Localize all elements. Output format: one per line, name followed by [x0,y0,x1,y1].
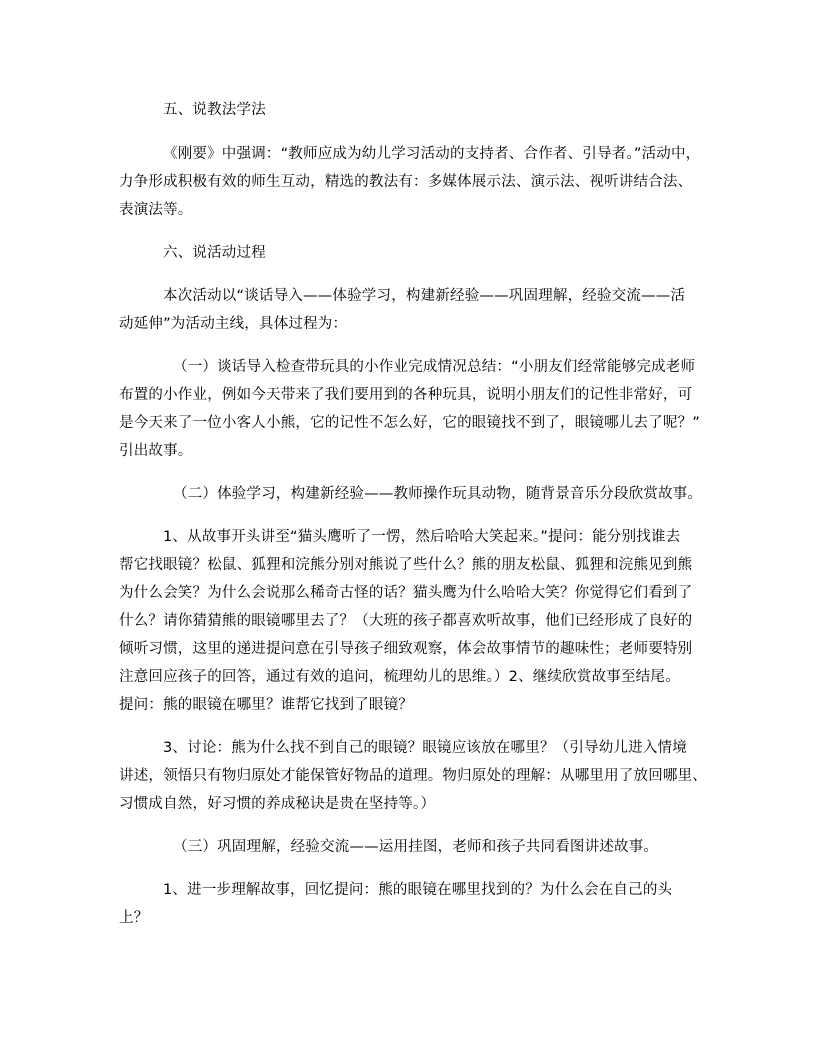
step2-p1-line-1: 1、从故事开头讲至“猫头鹰听了一愣，然后哈哈大笑起来。”提问：能分别找谁去 [163,529,681,545]
step2-p3-line-3: 习惯成自然，好习惯的养成秘诀是贵在坚持等。） [119,796,436,812]
step2-p1-line-2: 帮它找眼镜？松鼠、狐狸和浣熊分别对熊说了些什么？熊的朋友松鼠、狐狸和浣熊见到熊 [119,557,693,573]
step2-p1-line-6: 注意回应孩子的回答，通过有效的追问，梳理幼儿的思维。）2、继续欣赏故事至结尾。 [119,669,680,685]
intro-line-1: 本次活动以“谈话导入——体验学习，构建新经验——巩固理解，经验交流——活 [163,288,686,304]
section5-line-1: 《刚要》中强调：“教师应成为幼儿学习活动的支持者、合作者、引导者。”活动中， [163,146,701,162]
step1-line-1: （一）谈话导入检查带玩具的小作业完成情况总结：“小朋友们经常能够完成老师 [173,359,696,375]
step3-heading: （三）巩固理解，经验交流——运用挂图，老师和孩子共同看图讲述故事。 [173,839,659,855]
step3-p1-line-1: 1、进一步理解故事，回忆提问：熊的眼镜在哪里找到的？为什么会在自己的头 [163,882,673,898]
step2-p1-line-7: 提问：熊的眼镜在哪里？谁帮它找到了眼镜？ [119,697,413,713]
step2-heading: （二）体验学习，构建新经验——教师操作玩具动物，随背景音乐分段欣赏故事。 [173,486,703,502]
step1-line-2: 布置的小作业，例如今天带来了我们要用到的各种玩具，说明小朋友们的记性非常好，可 [119,387,693,403]
step2-p3-line-2: 讲述，领悟只有物归原处才能保管好物品的道理。物归原处的理解：从哪里用了放回哪里、 [119,768,707,784]
step1-line-3: 是今天来了一位小客人小熊，它的记性不怎么好，它的眼镜找不到了，眼镜哪儿去了呢？” [119,415,701,431]
section5-line-2: 力争形成积极有效的师生互动，精选的教法有：多媒体展示法、演示法、视听讲结合法、 [119,174,693,190]
step2-p1-line-3: 为什么会笑？为什么会说那么稀奇古怪的话？猫头鹰为什么哈哈大笑？你觉得它们看到了 [119,585,693,601]
step2-p1-line-5: 倾听习惯，这里的递进提问意在引导孩子细致观察，体会故事情节的趣味性；老师要特别 [119,641,693,657]
step2-p3-line-1: 3、讨论：熊为什么找不到自己的眼镜？眼镜应该放在哪里？（引导幼儿进入情境 [163,740,687,756]
step2-p1-line-4: 什么？请你猜猜熊的眼镜哪里去了？（大班的孩子都喜欢听故事，他们已经形成了良好的 [119,613,693,629]
section-heading-6: 六、说活动过程 [163,245,266,261]
section-heading-5: 五、说教法学法 [163,102,266,118]
step1-line-4: 引出故事。 [119,443,193,459]
step3-p1-line-2: 上？ [119,910,149,926]
section5-line-3: 表演法等。 [119,202,193,218]
intro-line-2: 动延伸”为活动主线，具体过程为： [119,316,348,332]
